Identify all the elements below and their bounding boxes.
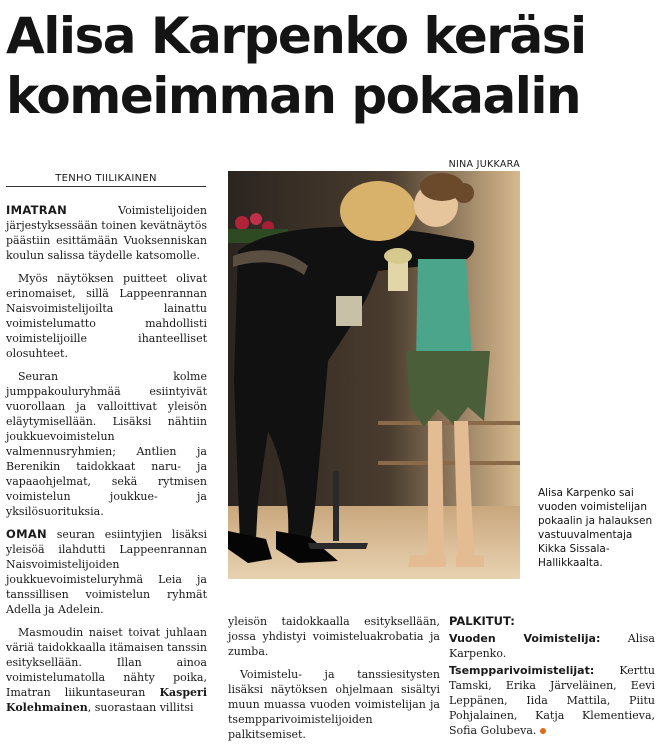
- award-value: Kerttu Tamski, Erika Järveläinen, Eevi Leppänen, Iida Mattila, Piitu Pohjalainen, Katja Klementieva, Sofia Golubeva.: [449, 664, 655, 737]
- end-mark-icon: [540, 728, 546, 734]
- highlighted-name: Kasperi Kolehmainen: [6, 686, 207, 714]
- award-entry: [449, 663, 655, 738]
- award-label: Tsempparivoimistelijat:: [449, 664, 595, 677]
- paragraph-text: , suorastaan villitsi: [87, 701, 194, 714]
- headline-line-1: Alisa Karpenko keräsi: [6, 7, 586, 65]
- headline-line-2: komeimman pokaalin: [6, 67, 581, 125]
- dateline: IMATRAN: [6, 203, 68, 217]
- paragraph-text: seuran esiintyjien lisäksi yleisöä ilahdutti Lappeenrannan Naisvoimistelijoiden joukkuevoimisteluryhmä Leia ja tanssillisen voimistelun ryhmät Adella ja Adelein.: [6, 528, 207, 616]
- paragraph: [6, 625, 207, 715]
- paragraph: yleisön taidokkaalla esityksellään, jossa yhdistyi voimisteluakrobatia ja zumba.: [228, 615, 440, 658]
- award-entry: [449, 631, 655, 661]
- awards-box: [449, 614, 655, 740]
- photo-caption: Alisa Karpenko sai vuoden voimistelijan pokaalin ja halauksen vastuuvalmentaja Kikka Sissala-Hallikkaalta.: [538, 487, 653, 569]
- photo-credit: NINA JUKKARA: [448, 159, 520, 170]
- paragraph: [6, 203, 207, 263]
- article-column-1: [6, 203, 207, 723]
- article-column-2: [228, 614, 440, 750]
- paragraph: Voimistelu- ja tanssiesitysten lisäksi näytöksen ohjelmaan sisältyi muun muassa vuoden voimistelijan ja tsempparivoimistelijoiden palkitsemiset.: [228, 668, 440, 741]
- paragraph: Myös näytöksen puitteet olivat erinomaiset, sillä Lappeenrannan Naisvoimistelijoilta lainattu voimistelumatto mahdollisti voimistelijoille ihanteelliset olosuhteet.: [6, 272, 207, 360]
- paragraph-text: Voimistelijoiden järjestyksessään toinen kevätnäytös päästiin esittämään Vuoksenniskan koulun salissa täydelle katsomolle.: [6, 204, 207, 262]
- awards-heading: PALKITUT:: [449, 614, 515, 628]
- paragraph-text: Masmoudin naiset toivat juhlaan väriä taidokkaalla itämaisen tanssin esityksellään. Illan ainoa voimistelumatolla nähty poika, Imatran liikuntaseuran: [6, 626, 207, 699]
- headline: [6, 6, 656, 126]
- article-photo: [228, 171, 520, 579]
- section-lead-word: OMAN: [6, 527, 47, 541]
- photo-illustration: [228, 171, 520, 579]
- paragraph: [6, 527, 207, 617]
- award-value: Alisa Karpenko.: [449, 632, 655, 660]
- author-byline: TENHO TIILIKAINEN: [6, 173, 206, 187]
- award-label: Vuoden Voimistelija:: [449, 632, 601, 645]
- paragraph: Seuran kolme jumppakouluryhmää esiintyivät vuorollaan ja valloittivat yleisön eläytymisellään. Lisäksi nähtiin joukkuevoimistelun valmennusryhmien; Antlien ja Berenikin taidokkaat naru- ja vapaaohjelmat, sekä rytmisen voimistelun joukkue- ja yksilösuorituksia.: [6, 370, 207, 518]
